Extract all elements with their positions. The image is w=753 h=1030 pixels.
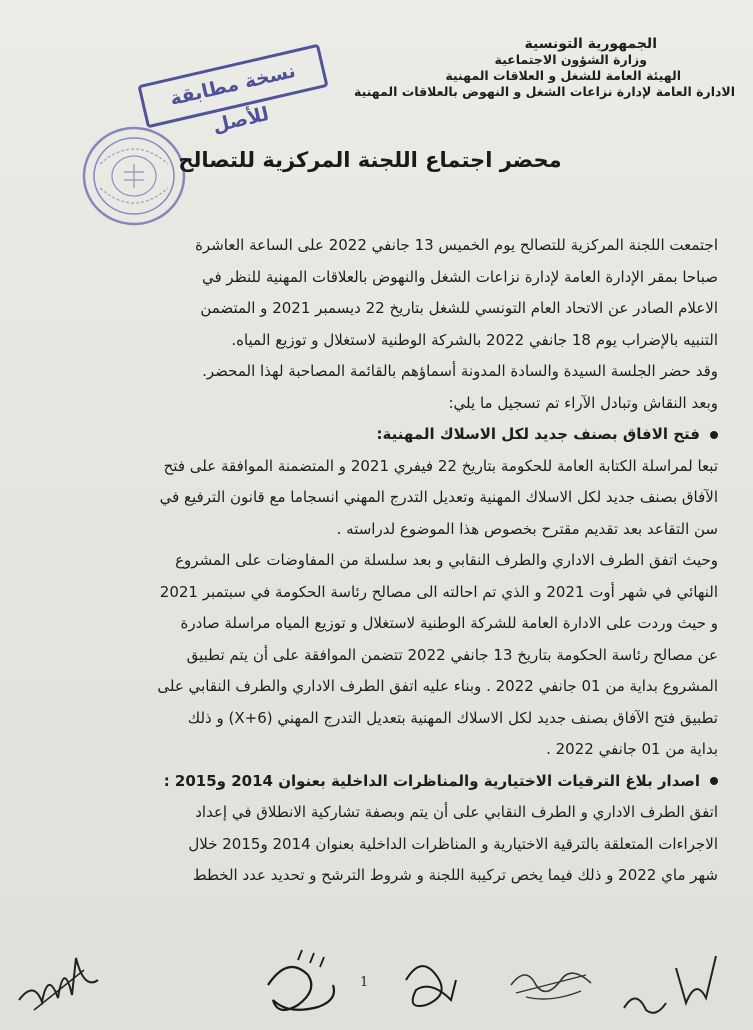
bullet-icon [710, 777, 718, 785]
body-line: شهر ماي 2022 و ذلك فيما يخص تركيبة اللجنة و شروط الترشح و تحديد عدد الخطط [192, 866, 718, 884]
body-line: الاعلام الصادر عن الاتحاد العام التونسي للشغل بتاريخ 22 ديسمبر 2021 و المتضمن [200, 299, 718, 317]
body-line: وبعد النقاش وتبادل الآراء تم تسجيل ما يلي: [448, 393, 718, 412]
letterhead-line: الادارة العامة لإدارة نزاعات الشغل و النهوض بالعلاقات المهنية [354, 84, 735, 99]
body-line: النهائي في شهر أوت 2021 و الذي تم احالته الى مصالح رئاسة الحكومة في سبتمبر 2021 [159, 582, 718, 601]
letterhead-line: الجمهورية التونسية [524, 36, 657, 52]
signature-icon [506, 955, 596, 1015]
page-number: 1 [360, 975, 369, 990]
body-line: اجتمعت اللجنة المركزية للتصالح يوم الخميس 13 جانفي 2022 على الساعة العاشرة [195, 236, 718, 254]
body-line: اتفق الطرف الاداري و الطرف النقابي على أن يتم وبصفة تشاركية الانطلاق في إعداد [195, 803, 718, 821]
document-title: محضر اجتماع اللجنة المركزية للتصالح [178, 148, 562, 172]
section-heading [62, 419, 718, 451]
bullet-icon [710, 431, 718, 439]
document-body [62, 230, 718, 892]
signature-icon [396, 950, 466, 1020]
body-line: تطبيق فتح الآفاق بصنف جديد لكل الاسلاك المهنية بتعديل التدرج المهني (6+X) و ذلك [187, 708, 718, 727]
section-heading-text: اصدار بلاغ الترقيات الاختيارية والمناظرات الداخلية بعنوان 2014 و2015 : [163, 771, 700, 790]
body-line: وحيث اتفق الطرف الاداري والطرف النقابي و بعد سلسلة من المفاوضات على المشروع [175, 551, 718, 569]
section-heading-text: فتح الافاق بصنف جديد لكل الاسلاك المهنية: [376, 425, 700, 443]
signature-icon [258, 945, 348, 1025]
body-line: وقد حضر الجلسة السيدة والسادة المدونة أسماؤهم بالقائمة المصاحبة لهذا المحضر. [202, 362, 718, 380]
certified-copy-stamp: نسخة مطابقة للأصل [137, 44, 328, 129]
body-line: بداية من 01 جانفي 2022 . [546, 740, 718, 758]
official-seal-icon [80, 124, 188, 228]
signature-icon [14, 940, 104, 1020]
body-line: و حيث وردت على الادارة العامة للشركة الوطنية لاستغلال و توزيع المياه مراسلة صادرة [180, 614, 718, 632]
body-line: الاجراءات المتعلقة بالترقية الاختيارية و المناظرات الداخلية بعنوان 2014 و2015 خلال [188, 834, 718, 853]
section-heading [62, 766, 718, 798]
letterhead-line: الهيئة العامة للشغل و العلاقات المهنية [445, 68, 681, 83]
body-line: سن التقاعد بعد تقديم مقترح بخصوص هذا الموضوع لدراسته . [336, 519, 718, 538]
body-line: المشروع بداية من 01 جانفي 2022 . وبناء عليه اتفق الطرف الاداري والطرف النقابي على [157, 677, 718, 695]
letterhead [265, 36, 735, 100]
body-line: صباحا بمقر الإدارة العامة لإدارة نزاعات الشغل والنهوض بالعلاقات المهنية للنظر في [201, 267, 718, 286]
body-line: عن مصالح رئاسة الحكومة بتاريخ 13 جانفي 2022 تتضمن الموافقة على أن يتم تطبيق [186, 645, 718, 664]
body-line: تبعا لمراسلة الكتابة العامة للحكومة بتاريخ 22 فيفري 2021 و المتضمنة الموافقة على فتح [163, 456, 718, 475]
letterhead-line: وزارة الشؤون الاجتماعية [494, 52, 647, 67]
body-line: التنبيه بالإضراب يوم 18 جانفي 2022 بالشركة الوطنية لاستغلال و توزيع المياه. [231, 330, 718, 349]
body-line: الآفاق بصنف جديد لكل الاسلاك المهنية وتعديل التدرج المهني انسجاما مع قانون الترفيع في [159, 488, 718, 506]
signature-icon [616, 948, 726, 1028]
